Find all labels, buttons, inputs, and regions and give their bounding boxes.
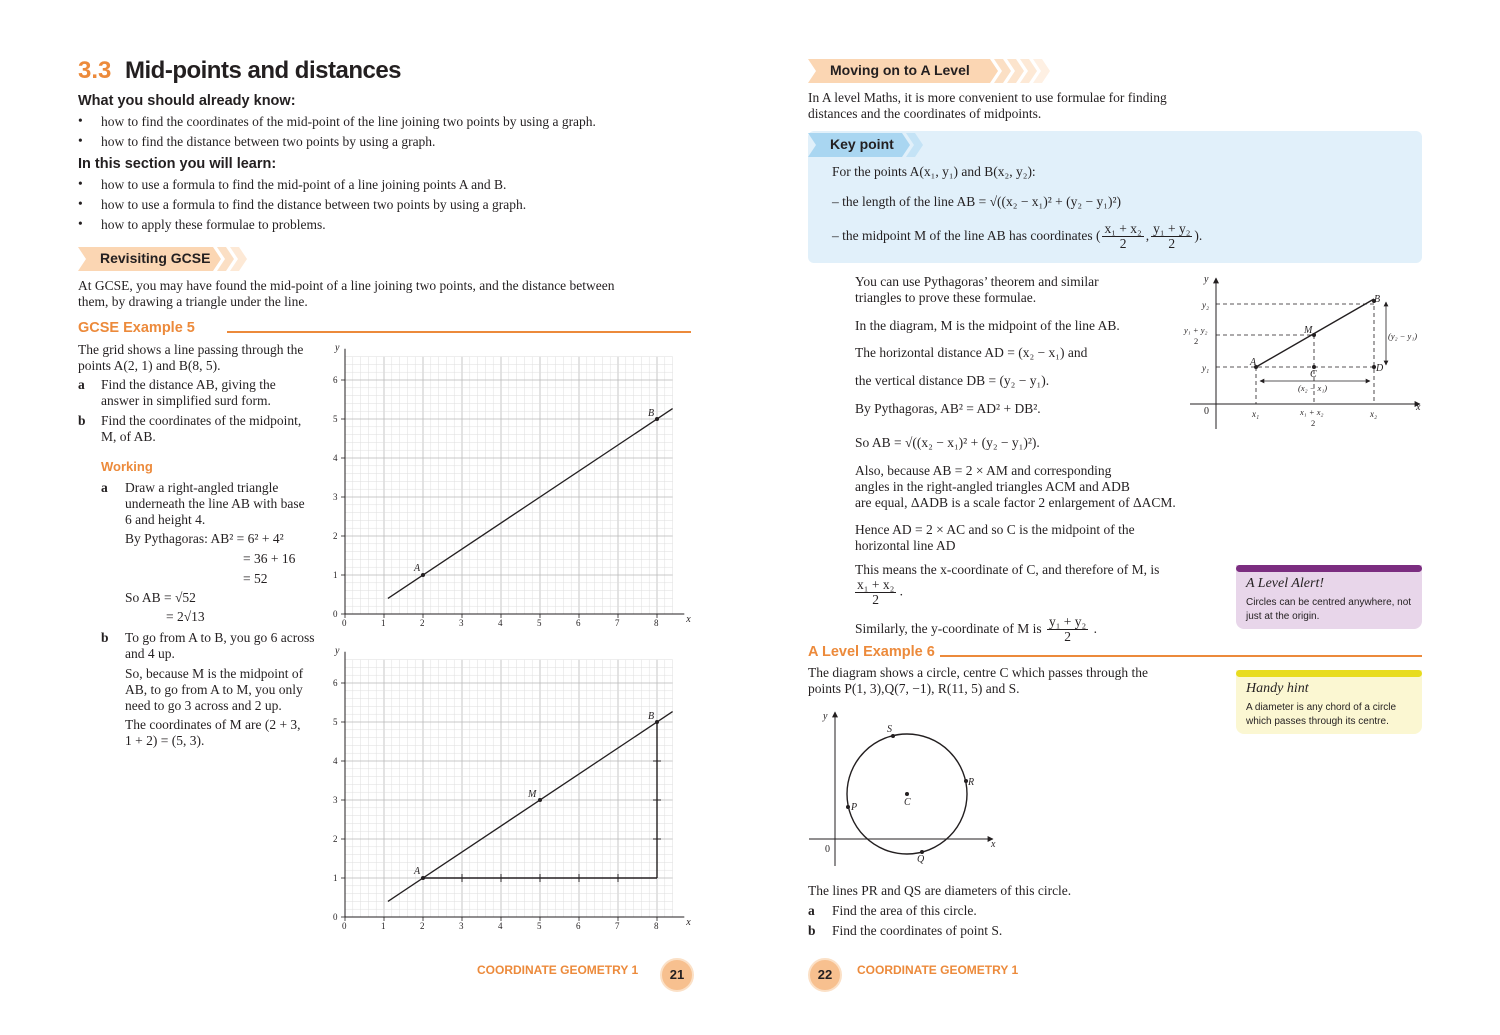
section-number: 3.3 — [78, 57, 112, 84]
alert-title: A Level Alert! — [1246, 576, 1325, 591]
proof-xmid-num: x₁ + x₂ — [1300, 407, 1324, 417]
work-a-text: underneath the line AB with base — [125, 496, 305, 511]
know-item-text: how to find the coordinates of the mid-point of the line joining two points by using a graph. — [101, 114, 596, 129]
x-tick-label: 5 — [537, 618, 542, 628]
alert-bar — [1236, 565, 1422, 572]
midpoint-proof-diagram — [1180, 272, 1430, 434]
x-tick-label: 7 — [615, 618, 620, 628]
y-tick-label: 5 — [333, 414, 338, 424]
y-tick-label: 3 — [333, 795, 338, 805]
frac-num: x₁ + x₂ — [1104, 221, 1142, 237]
point-b-label: B — [648, 408, 655, 419]
learn-item-text: how to use a formula to find the distance between two points by using a graph. — [101, 197, 527, 212]
hint-bar — [1236, 670, 1422, 677]
x-tick-label: 2 — [420, 618, 425, 628]
work-b-text: AB, to go from A to M, you only — [125, 682, 303, 697]
page-number-badge: 21 — [660, 958, 694, 992]
x-tick-label: 8 — [654, 618, 659, 628]
example-text: The lines PR and QS are diameters of this circle. — [808, 883, 1072, 898]
midpoint-suffix: ). — [1194, 228, 1203, 243]
hint-text: A diameter is any chord of a circle which passes through its centre. — [1246, 702, 1397, 727]
proof-xmid-den: 2 — [1311, 418, 1316, 428]
know-item-text: how to find the distance between two points by using a graph. — [101, 134, 436, 149]
circle-x-axis-label: x — [991, 839, 996, 850]
circle-point-s: S — [887, 724, 892, 735]
frac-num: y₁ + y₂ — [1153, 221, 1191, 237]
example-text: The diagram shows a circle, centre C which passes through the — [808, 665, 1149, 680]
moving-on-banner — [808, 59, 1053, 83]
circle-diagram — [805, 706, 1005, 872]
proof-text: Similarly, the y-coordinate of M is $\frac{\text{y₁ + y₂}}{2}$ . — [855, 614, 1097, 645]
proof-text: You can use Pythagoras’ theorem and similar — [855, 274, 1099, 289]
y-tick-label: 1 — [333, 570, 338, 580]
proof-text: Hence AD = 2 × AC and so C is the midpoint of the — [855, 522, 1135, 537]
x-tick-label: 8 — [654, 921, 659, 931]
x-tick-label: 3 — [459, 921, 464, 931]
part-b-text: M, of AB. — [101, 429, 156, 444]
proof-text: are equal, ΔADB is a scale factor 2 enlargement of ΔACM. — [855, 495, 1176, 510]
y-tick-label: 4 — [333, 453, 338, 463]
proof-x1-label: x₁ — [1252, 409, 1260, 419]
gcse-example-heading: GCSE Example 5 — [78, 320, 195, 336]
revisiting-text: them, by drawing a triangle under the line. — [78, 294, 308, 309]
part-a-label: a — [78, 377, 85, 392]
key-point-distance-formula: – the length of the line AB = √((x₂ − x₁)² + (y₂ − y₁)²) — [832, 194, 1121, 209]
y-axis-label: y — [335, 342, 340, 354]
page-number-badge: 22 — [808, 958, 842, 992]
point-m-label: M — [528, 789, 537, 800]
work-a-label: a — [101, 480, 108, 495]
point-a-label: A — [414, 563, 421, 574]
point-m-marker — [538, 798, 542, 802]
circle-y-axis-label: y — [823, 711, 828, 722]
example-intro: The grid shows a line passing through the — [78, 342, 304, 357]
pythagoras-line: = 52 — [243, 571, 268, 586]
part-b-label: b — [78, 413, 86, 428]
handy-hint-box — [1236, 670, 1422, 734]
footer-chapter: COORDINATE GEOMETRY 1 — [477, 963, 639, 977]
heading-rule — [227, 331, 691, 333]
work-a-text: 6 and height 4. — [125, 512, 206, 527]
frac-den: 2 — [872, 592, 880, 607]
revisiting-gcse-banner — [78, 247, 253, 271]
proof-point-m: M — [1304, 325, 1313, 336]
learn-item-text: how to apply these formulae to problems. — [101, 217, 326, 232]
a-level-example-heading: A Level Example 6 — [808, 644, 935, 660]
work-b-label: b — [101, 630, 109, 645]
proof-y-coordinate: Similarly, the y-coordinate of M is — [855, 621, 1042, 636]
proof-text: angles in the right-angled triangles ACM and ADB — [855, 479, 1130, 494]
revisiting-gcse-label: Revisiting GCSE — [100, 250, 211, 266]
example-text: points P(1, 3),Q(7, −1), R(11, 5) and S. — [808, 681, 1020, 696]
surd-line: So AB = √52 — [125, 590, 196, 605]
part-a-text: Find the distance AB, giving the — [101, 377, 276, 392]
proof-dx-label: (x₂ − x₁) — [1298, 383, 1328, 393]
point-b-label: B — [648, 711, 655, 722]
frac-den: 2 — [1168, 236, 1176, 252]
work-b-text: 1 + 2) = (5, 3). — [125, 733, 205, 748]
ex-a-text: Find the area of this circle. — [832, 903, 977, 918]
key-point-text: For the points A(x₁, y₁) and B(x₂, y₂): — [832, 164, 1036, 179]
heading-rule — [940, 655, 1422, 657]
x-tick-label: 1 — [381, 618, 386, 628]
key-point-banner — [808, 133, 928, 157]
proof-point-b: B — [1374, 294, 1381, 305]
ex-a-label: a — [808, 903, 815, 918]
x-tick-label: 6 — [576, 921, 581, 931]
work-a-text: Draw a right-angled triangle — [125, 480, 279, 495]
proof-y1-label: y₁ — [1202, 363, 1210, 373]
key-point-midpoint-formula: – the midpoint M of the line AB has coordinates ( $\frac{\text{x₁ + x₂}}{2}$ , $\frac{\text{y₁ + y₂}}{2}$ ). — [832, 221, 1203, 252]
frac-den: 2 — [1064, 629, 1071, 645]
part-b-text: Find the coordinates of the midpoint, — [101, 413, 302, 428]
proof-text: horizontal line AD — [855, 538, 956, 553]
grid-graph-line-ab — [325, 340, 695, 630]
x-axis-label: x — [686, 614, 691, 625]
x-tick-label: 4 — [498, 921, 503, 931]
ex-b-text: Find the coordinates of point S. — [832, 923, 1003, 938]
intro-text: distances and the coordinates of midpoints. — [808, 106, 1042, 121]
midpoint-prefix: – the midpoint M of the line AB has coordinates ( — [832, 228, 1101, 243]
circle-point-q: Q — [917, 854, 925, 865]
y-tick-label: 6 — [333, 678, 338, 688]
point-a-marker — [421, 573, 425, 577]
circle-point-r: R — [968, 777, 975, 788]
footer-chapter: COORDINATE GEOMETRY 1 — [857, 963, 1019, 977]
x-tick-label: 4 — [498, 618, 503, 628]
proof-point-c: C — [1310, 369, 1317, 380]
proof-text: By Pythagoras, AB² = AD² + DB². — [855, 401, 1041, 416]
work-b-text: need to go 3 across and 2 up. — [125, 698, 282, 713]
work-b-text: To go from A to B, you go 6 across — [125, 630, 315, 645]
y-tick-label: 2 — [333, 834, 338, 844]
frac-den: 2 — [1119, 236, 1127, 252]
know-heading: What you should already know: — [78, 93, 296, 109]
example-intro: points A(2, 1) and B(8, 5). — [78, 358, 221, 373]
proof-text: the vertical distance DB = (y₂ − y₁). — [855, 373, 1050, 388]
proof-point-a: A — [1250, 357, 1257, 368]
learn-item-text: how to use a formula to find the mid-point of a line joining points A and B. — [101, 177, 507, 192]
a-level-alert-box — [1236, 565, 1422, 629]
y-tick-label: 1 — [333, 873, 338, 883]
proof-fraction: $\frac{\text{x₁ + x₂}}{2}$ . — [857, 577, 904, 607]
key-point-label: Key point — [830, 136, 894, 152]
proof-text: So AB = √((x₂ − x₁)² + (y₂ − y₁)²). — [855, 435, 1040, 450]
proof-text: Also, because AB = 2 × AM and corresponding — [855, 463, 1112, 478]
y-tick-label: 0 — [333, 912, 338, 922]
circle-centre-c: C — [904, 797, 911, 808]
y-tick-label: 0 — [333, 609, 338, 619]
proof-x-axis-label: x — [1416, 402, 1421, 413]
proof-text: This means the x-coordinate of C, and therefore of M, is — [855, 562, 1160, 577]
working-heading: Working — [101, 459, 153, 474]
proof-origin-label: 0 — [1204, 406, 1209, 417]
proof-text: triangles to prove these formulae. — [855, 290, 1037, 305]
intro-text: In A level Maths, it is more convenient to use formulae for finding — [808, 90, 1167, 105]
pythagoras-line: By Pythagoras: AB² = 6² + 4² — [125, 531, 284, 546]
frac-num: y₁ + y₂ — [1048, 614, 1087, 630]
hint-title: Handy hint — [1246, 681, 1309, 696]
x-tick-label: 6 — [576, 618, 581, 628]
proof-x2-label: x₂ — [1370, 409, 1378, 419]
proof-ymid-den: 2 — [1194, 336, 1199, 346]
frac-num: x₁ + x₂ — [857, 577, 895, 592]
circle-origin-label: 0 — [825, 844, 830, 855]
proof-point-d: D — [1376, 363, 1384, 374]
work-b-text: The coordinates of M are (2 + 3, — [125, 717, 301, 732]
revisiting-text: At GCSE, you may have found the mid-point of a line joining two points, and the distance between — [78, 278, 615, 293]
grid-graph-triangle-ab — [325, 643, 695, 933]
y-tick-label: 4 — [333, 756, 338, 766]
proof-text: In the diagram, M is the midpoint of the line AB. — [855, 318, 1120, 333]
work-b-text: So, because M is the midpoint of — [125, 666, 304, 681]
x-tick-label: 2 — [420, 921, 425, 931]
y-tick-label: 3 — [333, 492, 338, 502]
x-tick-label: 0 — [342, 921, 347, 931]
page-title: Mid-points and distances — [125, 57, 402, 84]
part-a-text: answer in simplified surd form. — [101, 393, 271, 408]
work-b-text: and 4 up. — [125, 646, 175, 661]
moving-on-label: Moving on to A Level — [830, 62, 970, 78]
pythagoras-line: = 36 + 16 — [243, 551, 296, 566]
y-tick-label: 5 — [333, 717, 338, 727]
x-axis-label: x — [686, 917, 691, 928]
proof-y2-label: y₂ — [1202, 300, 1210, 310]
learn-heading: In this section you will learn: — [78, 156, 277, 172]
y-axis-label: y — [335, 645, 340, 657]
x-tick-label: 1 — [381, 921, 386, 931]
alert-text: Circles can be centred anywhere, not just at the origin. — [1246, 597, 1412, 622]
x-tick-label: 5 — [537, 921, 542, 931]
proof-text: The horizontal distance AD = (x₂ − x₁) and — [855, 345, 1088, 360]
ex-b-label: b — [808, 923, 816, 938]
proof-y-axis-label: y — [1204, 274, 1209, 285]
proof-dy-label: (y₂ − y₁) — [1388, 331, 1418, 341]
x-tick-label: 3 — [459, 618, 464, 628]
y-tick-label: 6 — [333, 375, 338, 385]
proof-ymid-num: y₁ + y₂ — [1184, 325, 1208, 335]
x-tick-label: 7 — [615, 921, 620, 931]
surd-line: = 2√13 — [166, 609, 205, 624]
point-a-label: A — [414, 866, 421, 877]
point-b-marker — [655, 417, 659, 421]
y-tick-label: 2 — [333, 531, 338, 541]
circle-point-p: P — [851, 802, 858, 813]
x-tick-label: 0 — [342, 618, 347, 628]
